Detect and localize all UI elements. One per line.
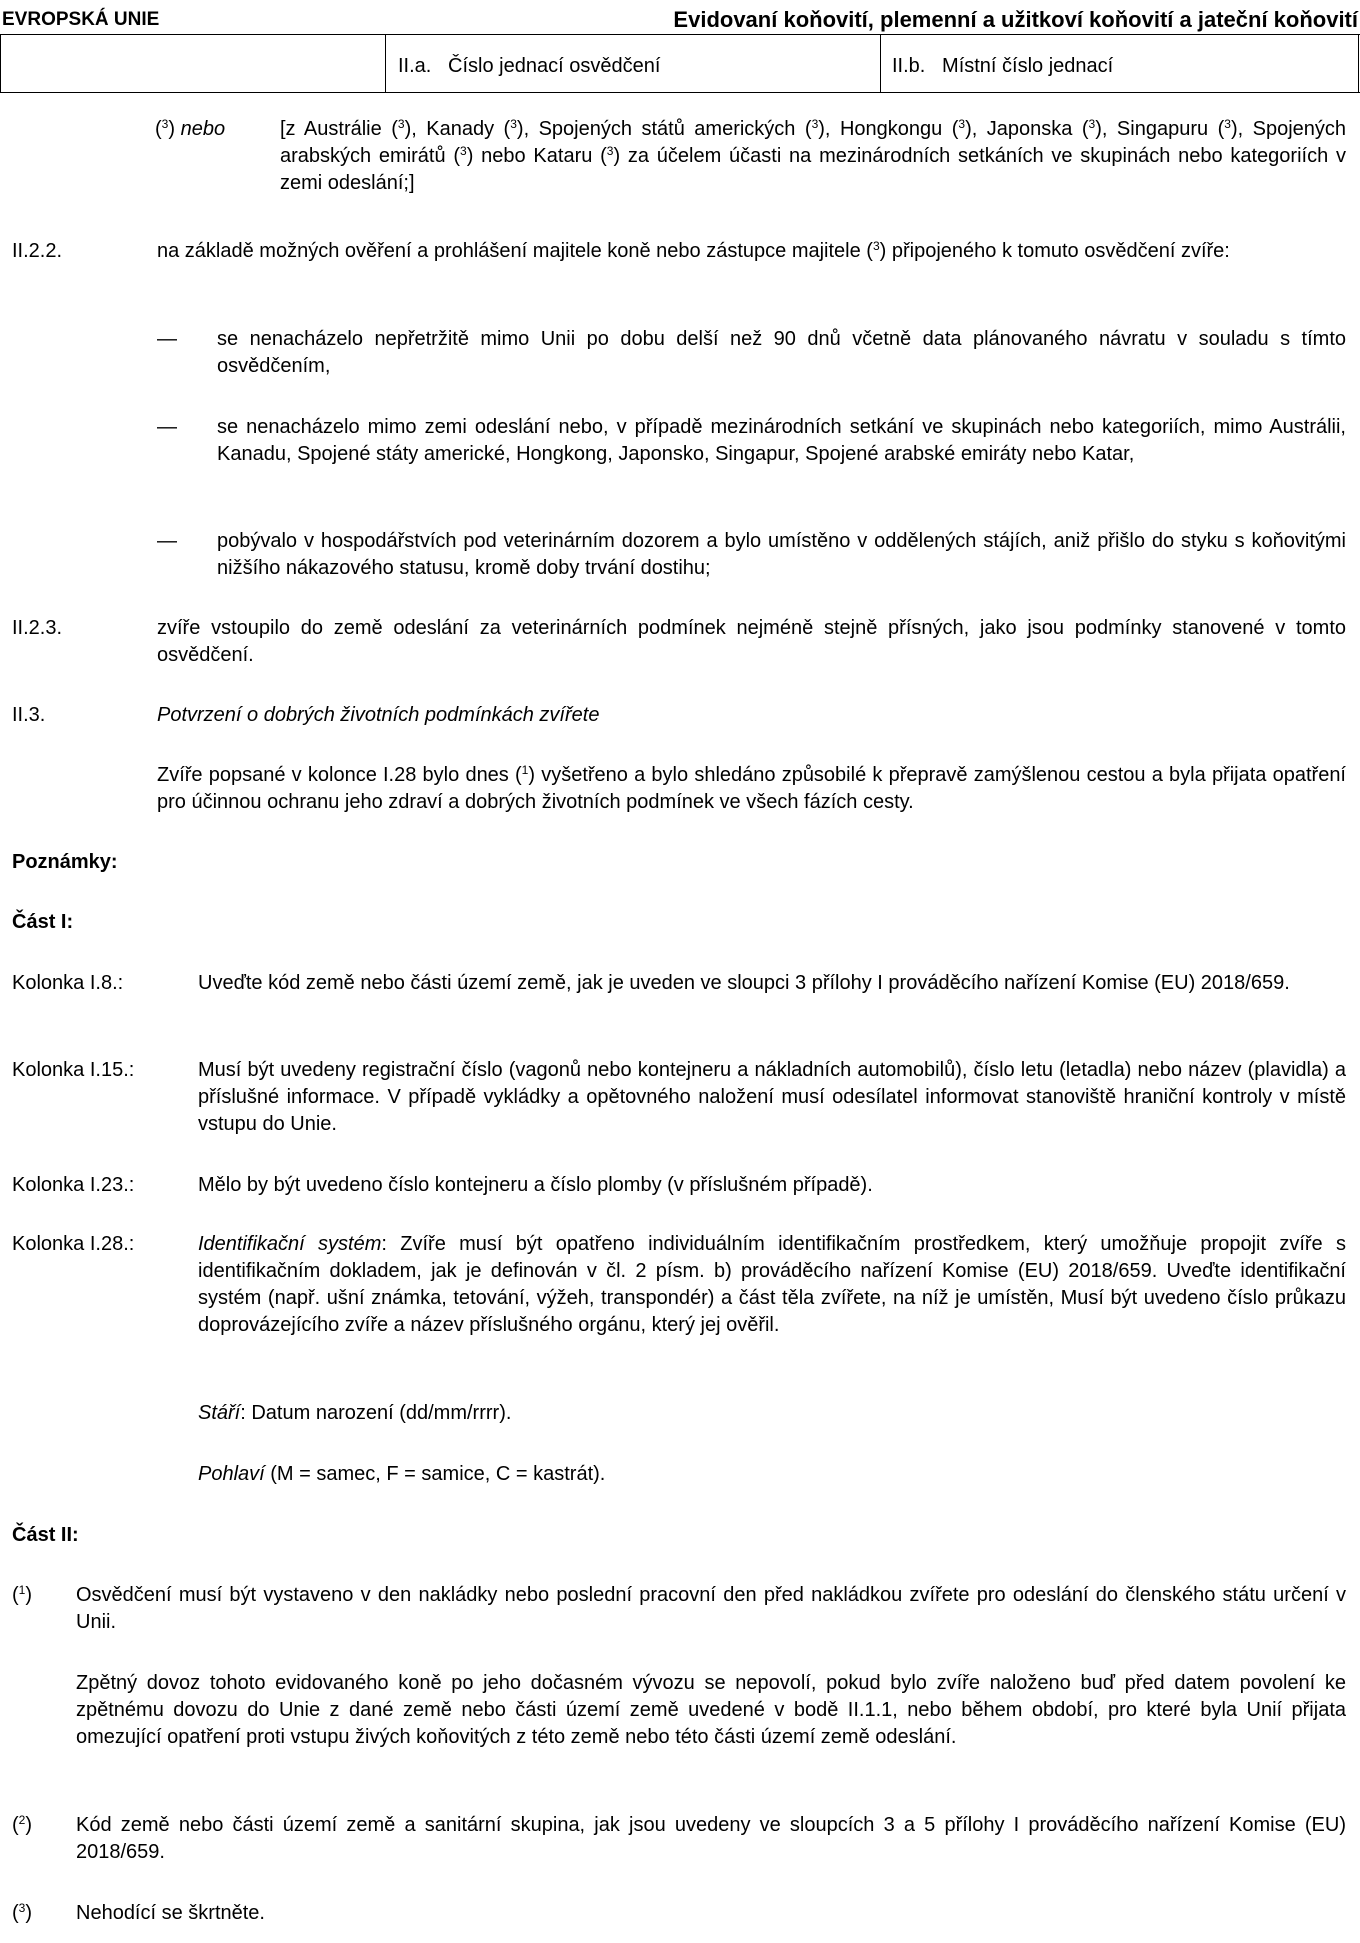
ref-a-number: II.a. <box>398 55 432 77</box>
section-number-2-2-2: II.2.2. <box>12 240 63 262</box>
nebo-marker: ($^3$) nebo <box>155 117 226 140</box>
ref-a-cell <box>398 53 660 80</box>
note-label-i8: Kolonka I.8.: <box>12 972 124 994</box>
note-age: Stáří: Datum narození (dd/mm/rrrr). <box>198 1402 512 1424</box>
note-sex: Pohlaví (M = samec, F = samice, C = kastrát). <box>198 1463 606 1485</box>
footnote-marker-3: ($^3$) <box>12 1901 33 1924</box>
dash-marker: — <box>157 530 177 552</box>
section-text-3: Zvíře popsané v kolonce I.28 bylo dnes ($^1$) vyšetřeno a bylo shledáno způsobilé k přepravě zamýšlenou cestou a byla přijata opatření pro účinnou ochranu jeho zdraví a dobrých životních podmínek ve všech fázích cesty. <box>157 763 1346 813</box>
dash-item-2: se nenacházelo mimo zemi odeslání nebo, v případě mezinárodních setkání ve skupinách nebo kategoriích, mimo Austrálii, Kanadu, Spojené státy americké, Hongkong, Japonsko, Singapur, Spojené arabské emiráty nebo Katar, <box>217 416 1346 465</box>
section-number-3: II.3. <box>12 704 46 726</box>
footnote-1-para-1: Osvědčení musí být vystaveno v den nakládky nebo poslední pracovní den před nakládkou zvířete pro odeslání do členského státu určení v Unii. <box>76 1584 1346 1633</box>
section-text-2-2-3: zvíře vstoupilo do země odeslání za veterinárních podmínek nejméně stejně přísných, jako jsou podmínky stanovené v tomto osvědčení. <box>157 617 1346 666</box>
note-text-i8: Uveďte kód země nebo části území země, jak je uveden ve sloupci 3 přílohy I prováděcího nařízení Komise (EU) 2018/659. <box>198 972 1290 994</box>
note-label-i15: Kolonka I.15.: <box>12 1059 135 1081</box>
header-rule-mid-b <box>880 34 881 92</box>
header-rule-top <box>0 34 1360 35</box>
header-rule-left <box>0 34 1 92</box>
note-label-i28: Kolonka I.28.: <box>12 1233 135 1255</box>
ref-b-label: Místní číslo jednací <box>942 55 1114 77</box>
footnote-2-text: Kód země nebo části území země a sanitární skupina, jak jsou uvedeny ve sloupcích 3 a 5 přílohy I prováděcího nařízení Komise (EU) 2018/659. <box>76 1814 1346 1863</box>
header-rule-mid-a <box>385 34 386 92</box>
note-text-i23: Mělo by být uvedeno číslo kontejneru a číslo plomby (v příslušném případě). <box>198 1174 873 1196</box>
header-rule-bottom <box>0 92 1360 93</box>
dash-marker: — <box>157 328 177 350</box>
note-text-i15: Musí být uvedeny registrační číslo (vagonů nebo kontejneru a nákladních automobilů), číslo letu (letadla) nebo název (plavidla) a příslušné informace. V případě vykládky a opětovného naložení musí odesílatel informovat stanoviště hraniční kontroly v místě vstupu do Unie. <box>198 1059 1346 1135</box>
dash-marker: — <box>157 416 177 438</box>
footnote-marker-2: ($^2$) <box>12 1813 33 1836</box>
header-certificate-title: Evidovaní koňovití, plemenní a užitkoví koňovití a jateční koňovití <box>673 7 1358 32</box>
header-rule-right <box>1358 34 1359 92</box>
ref-b-cell <box>892 53 1113 80</box>
dash-item-3: pobývalo v hospodářstvích pod veterinárním dozorem a bylo umístěno v oddělených stájích, aniž přišlo do styku s koňovitými nižšího nákazového statusu, kromě doby trvání dostihu; <box>217 530 1346 579</box>
ref-a-label: Číslo jednací osvědčení <box>448 55 661 77</box>
section-heading-3: Potvrzení o dobrých životních podmínkách zvířete <box>157 704 600 726</box>
footnote-3-text: Nehodící se škrtněte. <box>76 1902 265 1924</box>
part-1-title: Část I: <box>12 911 74 933</box>
nebo-text: [z Austrálie ($^3$), Kanady ($^3$), Spojených států amerických ($^3$), Hongkongu ($^3$), Japonska ($^3$), Singapuru ($^3$), Spojených arabských emirátů ($^3$) nebo Kataru ($^3$) za účelem účasti na mezinárodních setkáních ve skupinách nebo kategoriích v zemi odeslání;] <box>280 117 1347 194</box>
footnote-marker-1: ($^1$) <box>12 1583 33 1606</box>
part-2-title: Část II: <box>12 1524 79 1546</box>
notes-title: Poznámky: <box>12 851 118 873</box>
section-text-2-2-2: na základě možných ověření a prohlášení majitele koně nebo zástupce majitele ($^3$) připojeného k tomuto osvědčení zvíře: <box>157 239 1230 262</box>
nebo-word: nebo <box>180 118 226 140</box>
footnote-1-para-2: Zpětný dovoz tohoto evidovaného koně po jeho dočasném vývozu se nepovolí, pokud bylo zvíře naloženo buď před datem povolení ke zpětnému dovozu do Unie z dané země nebo části území země uvedené v bodě II.1.1, nebo během období, pro které byla Unií přijata omezující opatření proti vstupu živých koňovitých z této země nebo této části území země odeslání. <box>76 1672 1346 1748</box>
section-number-2-2-3: II.2.3. <box>12 617 63 639</box>
note-text-i28: Identifikační systém: Zvíře musí být opatřeno individuálním identifikačním prostředkem, který umožňuje propojit zvíře s identifikačním dokladem, jak je definován v čl. 2 písm. b) prováděcího nařízení Komise (EU) 2018/659. Uveďte identifikační systém (např. ušní známka, tetování, výžeh, transpondér) a část těla zvířete, na níž je umístěn, Musí být uvedeno číslo průkazu doprovázejícího zvíře a název příslušného orgánu, který jej ověřil. <box>198 1233 1346 1336</box>
ref-b-number: II.b. <box>892 55 926 77</box>
header-union-label: EVROPSKÁ UNIE <box>2 9 160 30</box>
dash-item-1: se nenacházelo nepřetržitě mimo Unii po dobu delší než 90 dnů včetně data plánovaného návratu v souladu s tímto osvědčením, <box>217 328 1346 377</box>
note-label-i23: Kolonka I.23.: <box>12 1174 135 1196</box>
